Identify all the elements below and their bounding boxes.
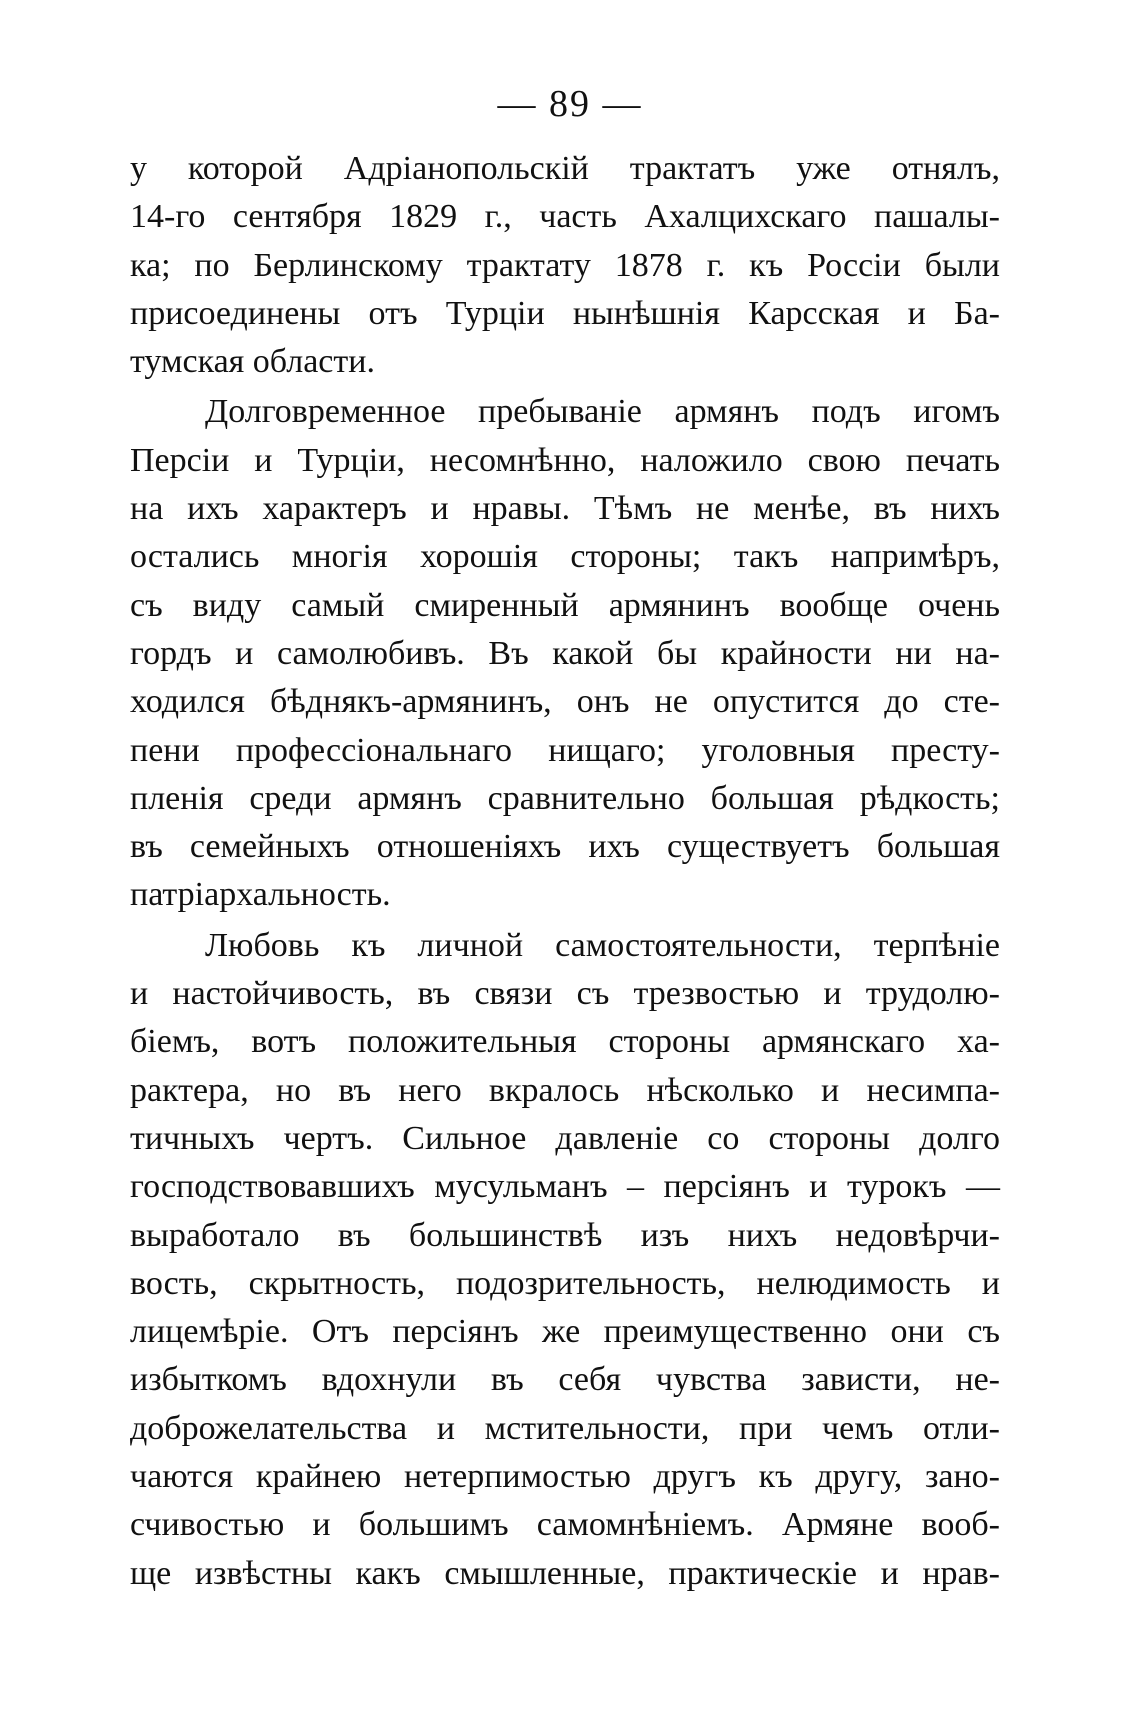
text-line: рактера, но въ него вкралось нѣсколько и несимпа- (130, 1071, 1000, 1109)
text-line: ще извѣстны какъ смышленные, практическіе и нрав- (130, 1554, 1000, 1592)
text-line: доброжелательства и мстительности, при чемъ отли- (130, 1409, 1000, 1447)
body-text (130, 145, 1000, 1598)
text-line: и настойчивость, въ связи съ трезвостью и трудолю- (130, 975, 1000, 1013)
text-line: пленія среди армянъ сравнительно большая рѣдкость; (130, 779, 1000, 817)
text-line: выработало въ большинствѣ изъ нихъ недовѣрчи- (130, 1216, 1000, 1254)
text-line: у которой Адріанопольскій трактатъ уже отнялъ, (130, 150, 1000, 187)
text-line: Персіи и Турціи, несомнѣнно, наложило свою печать (130, 441, 1000, 479)
text-line: чаются крайнею нетерпимостью другъ къ другу, зано- (130, 1458, 1000, 1496)
text-line: гордъ и самолюбивъ. Въ какой бы крайности ни на- (130, 634, 1000, 672)
text-line: Любовь къ личной самостоятельности, терпѣніе (205, 926, 1000, 964)
text-line: тичныхъ чертъ. Сильное давленіе со стороны долго (130, 1119, 1000, 1157)
text-line: тумская области. (130, 343, 375, 381)
text-line: господствовавшихъ мусульманъ – персіянъ и турокъ — (130, 1168, 1000, 1206)
text-line: на ихъ характеръ и нравы. Тѣмъ не менѣе, въ нихъ (130, 490, 1000, 528)
text-line: біемъ, вотъ положительныя стороны армянскаго ха- (130, 1023, 1000, 1061)
text-line: въ семейныхъ отношеніяхъ ихъ существуетъ большая (130, 828, 1000, 866)
text-line: Долговременное пребываніе армянъ подъ игомъ (205, 393, 1000, 431)
text-line: счивостью и большимъ самомнѣніемъ. Армяне вооб- (130, 1506, 1000, 1544)
page-number: — 89 — (497, 83, 643, 125)
text-line: лицемѣріе. Отъ персіянъ же преимущественно они съ (130, 1313, 1000, 1351)
text-line: вость, скрытность, подозрительность, нелюдимость и (130, 1264, 1000, 1302)
text-line: пени профессіональнаго нищаго; уголовныя престу- (130, 731, 1000, 769)
text-line: 14-го сентября 1829 г., часть Ахалцихскаго пашалы- (130, 198, 1000, 236)
text-line: съ виду самый смиренный армянинъ вообще очень (130, 586, 1000, 624)
text-line: присоединены отъ Турціи нынѣшнія Карсская и Ба- (130, 294, 1000, 332)
text-line: избыткомъ вдохнули въ себя чувства зависти, не- (130, 1361, 1000, 1399)
text-line: ка; по Берлинскому трактату 1878 г. къ Россіи были (130, 246, 1000, 284)
text-line: остались многія хорошія стороны; такъ напримѣръ, (130, 538, 1000, 576)
text-line: ходился бѣднякъ-армянинъ, онъ не опустится до сте- (130, 683, 1000, 721)
text-line: патріархальность. (130, 876, 391, 914)
